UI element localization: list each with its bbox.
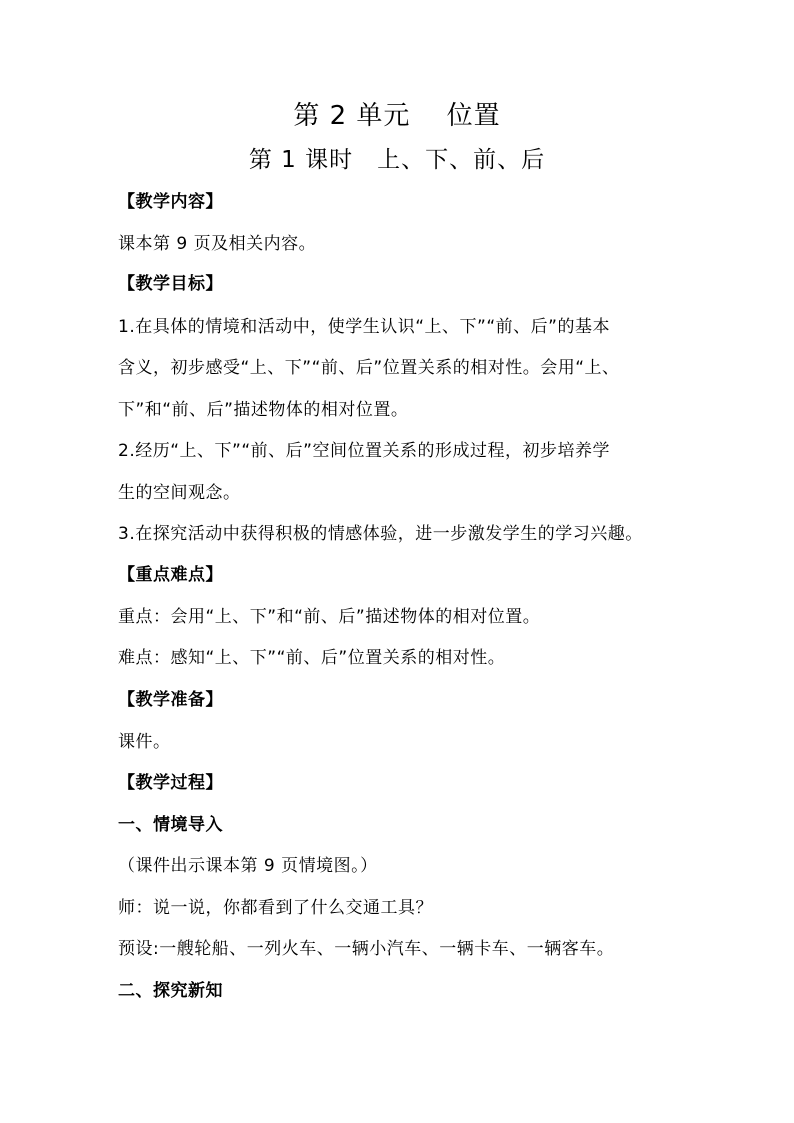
prep-text: 课件。	[118, 732, 171, 752]
content-text: 课本第 9 页及相关内容。	[118, 234, 317, 254]
section-heading-process: 【教学过程】	[118, 773, 223, 793]
section-heading-prep: 【教学准备】	[118, 690, 223, 710]
step-1-note: （课件出示课本第 9 页情境图。）	[118, 856, 378, 876]
goal-3-line-1: 3.在探究活动中获得积极的情感体验，进一步激发学生的学习兴趣。	[118, 524, 643, 544]
goal-1-line-3: 下”和“前、后”描述物体的相对位置。	[118, 400, 409, 420]
goal-2-line-2: 生的空间观念。	[118, 483, 241, 503]
page-title: 第 2 单元 位置	[293, 101, 501, 131]
section-heading-content: 【教学内容】	[118, 192, 223, 212]
section-heading-keypoints: 【重点难点】	[118, 565, 223, 585]
step-1-teacher: 师：说一说，你都看到了什么交通工具？	[118, 898, 433, 918]
goal-2-line-1: 2.经历“上、下”“前、后”空间位置关系的形成过程，初步培养学	[118, 441, 610, 461]
keypoint-difficulty: 难点：感知“上、下”“前、后”位置关系的相对性。	[118, 648, 506, 668]
step-2-heading: 二、探究新知	[118, 981, 223, 1001]
page-subtitle: 第 1 课时 上、下、前、后	[248, 147, 546, 173]
goal-1-line-1: 1.在具体的情境和活动中，使学生认识“上、下”“前、后”的基本	[118, 317, 610, 337]
keypoint-focus: 重点：会用“上、下”和“前、后”描述物体的相对位置。	[118, 607, 541, 627]
section-heading-goals: 【教学目标】	[118, 274, 223, 294]
step-1-heading: 一、情境导入	[118, 815, 223, 835]
goal-1-line-2: 含义，初步感受“上、下”“前、后”位置关系的相对性。会用“上、	[118, 358, 620, 378]
step-1-preset: 预设:一艘轮船、一列火车、一辆小汽车、一辆卡车、一辆客车。	[118, 939, 615, 959]
